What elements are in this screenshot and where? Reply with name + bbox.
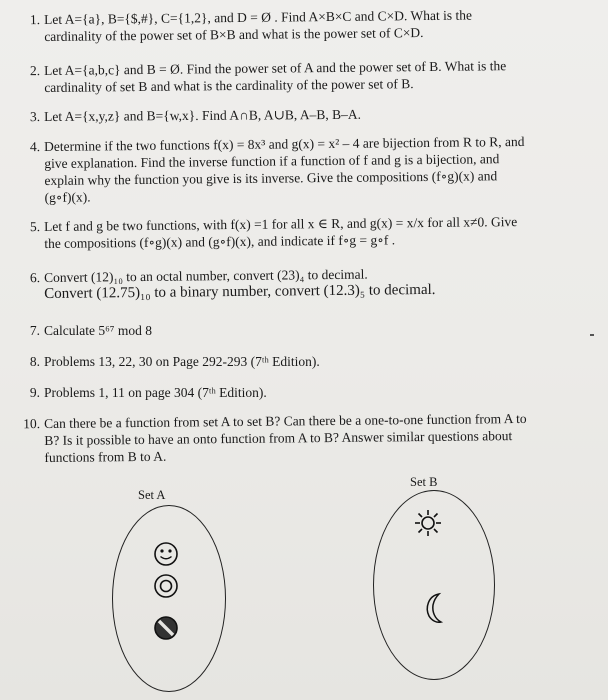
problem-text-line: Problems 13, 22, 30 on Page 292-293 (7ᵗʰ Edition).: [44, 354, 320, 369]
problem-number: 7.: [29, 323, 40, 338]
problem-number: 9.: [29, 385, 40, 400]
problem-number: 6.: [29, 270, 41, 286]
problem-text-line: Let A={a}, B={$,#}, C={1,2}, and D = Ø . Find A×B×C and C×D. What is the: [44, 7, 473, 27]
problem-text-line: cardinality of the power set of B×B and what is the power set of C×D.: [44, 25, 424, 44]
problem-text-line: Let f and g be two functions, with f(x) =1 for all x ∈ R, and g(x) = x/x for all x≠0. Give: [44, 214, 518, 234]
problem-number: 5.: [29, 219, 41, 235]
problem-number: 8.: [29, 354, 40, 369]
problem-text-line: Determine if the two functions f(x) = 8x³ and g(x) = x² – 4 are bijection from R to R, and: [44, 133, 525, 154]
problem-text-line: Can there be a function from set A to set B? Can there be a one-to-one function from A to: [44, 410, 527, 431]
crescent-moon-icon: [420, 590, 446, 626]
set-b-label: Set B: [410, 475, 438, 489]
problem-number: 4.: [29, 139, 41, 155]
problem-4: [29, 132, 597, 206]
ring-circle-icon: [153, 573, 179, 599]
problem-number: 2.: [29, 63, 41, 79]
problem-5: [29, 212, 596, 252]
problem-number: 10.: [23, 416, 41, 432]
sun-icon: [413, 508, 443, 538]
problem-number: 1.: [29, 12, 41, 28]
problem-text-line: Problems 1, 11 on page 304 (7ᵗʰ Edition).: [44, 385, 267, 400]
stray-mark: [590, 334, 594, 336]
problem-1: [29, 5, 596, 45]
problem-text-line: Let A={x,y,z} and B={w,x}. Find A∩B, A∪B, A–B, B–A.: [44, 106, 362, 124]
problem-text-line: Convert (12.75)₁₀ to a binary number, convert (12.3)₅ to decimal.: [44, 281, 436, 302]
problem-text-line: Let A={a,b,c} and B = Ø. Find the power set of A and the power set of B. What is the: [44, 58, 507, 78]
problem-text-line: explain why the function you give is its inverse. Give the compositions (f∘g)(x) and: [44, 168, 498, 188]
problem-text-line: (g∘f)(x).: [44, 189, 91, 205]
set-a-label: Set A: [138, 488, 166, 502]
problem-6: [29, 263, 596, 303]
smiley-face-icon: [152, 540, 180, 568]
problem-text-line: Calculate 5⁶⁷ mod 8: [44, 323, 153, 338]
problem-text-line: the compositions (f∘g)(x) and (g∘f)(x), and indicate if f∘g = g∘f .: [44, 232, 396, 251]
problem-9: [29, 384, 596, 401]
problem-3: [29, 104, 596, 125]
problem-7: [29, 322, 596, 339]
problem-text-line: B? Is it possible to have an onto function from A to B? Answer similar questions about: [44, 428, 513, 448]
problem-8: [29, 353, 596, 370]
slashed-circle-icon: [153, 615, 179, 641]
problem-10: [23, 409, 597, 466]
problem-text-line: functions from B to A.: [44, 448, 167, 465]
problem-text-line: give explanation. Find the inverse function if a function of f and g is a bijection, and: [44, 151, 500, 171]
problem-number: 3.: [29, 109, 41, 125]
problem-2: [29, 56, 596, 96]
problem-text-line: cardinality of set B and what is the cardinality of the power set of B.: [44, 76, 414, 95]
problem-text-line: Convert (12)₁₀ to an octal number, convert (23)₄ to decimal.: [44, 266, 368, 285]
